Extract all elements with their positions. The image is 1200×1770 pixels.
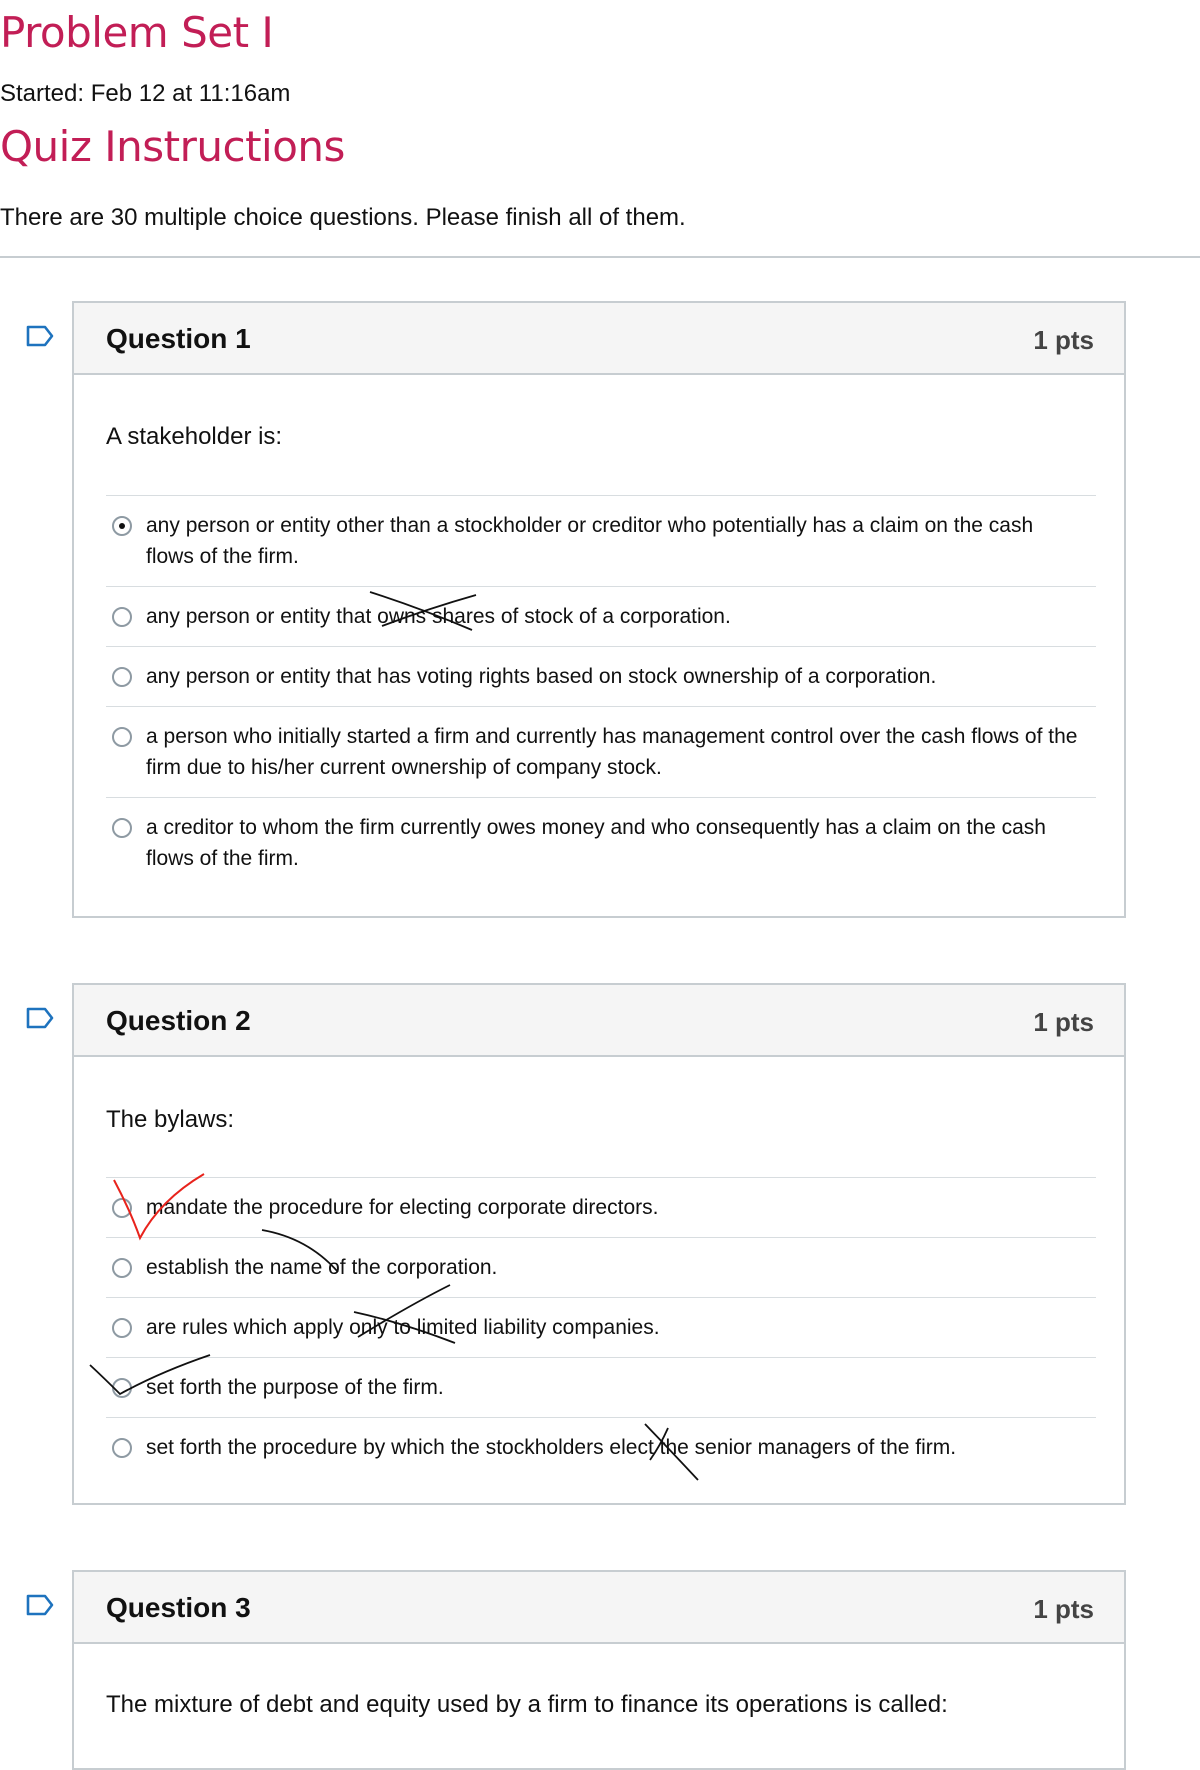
- question-title: Question 3: [106, 1592, 251, 1623]
- question-title: Question 1: [106, 323, 251, 354]
- answer-option[interactable]: [106, 586, 1096, 646]
- question-title: Question 2: [106, 1005, 251, 1036]
- answer-option[interactable]: [106, 1357, 1096, 1417]
- question-header: [74, 1572, 1124, 1644]
- question-points: 1 pts: [1033, 1007, 1094, 1037]
- flag-question-3-icon[interactable]: [26, 1594, 54, 1616]
- radio-button[interactable]: [112, 1438, 132, 1458]
- question-3: [72, 1570, 1126, 1770]
- divider: [0, 256, 1200, 258]
- radio-button[interactable]: [112, 516, 132, 536]
- radio-button[interactable]: [112, 1378, 132, 1398]
- answer-label: any person or entity other than a stockholder or creditor who potentially has a claim on the cash flows of the firm.: [146, 514, 1034, 568]
- question-text: The bylaws:: [106, 1106, 235, 1133]
- answer-option[interactable]: [106, 495, 1096, 586]
- answer-label: set forth the purpose of the firm.: [146, 1376, 444, 1399]
- page-title: Problem Set I: [0, 8, 274, 57]
- answer-option[interactable]: [106, 1177, 1096, 1237]
- quiz-instructions-heading: Quiz Instructions: [0, 122, 345, 171]
- answer-label: any person or entity that owns shares of stock of a corporation.: [146, 605, 731, 628]
- answer-label: a person who initially started a firm and currently has management control over the cash flows of the firm due to his/her current ownership of company stock.: [146, 725, 1078, 779]
- question-header: [74, 985, 1124, 1057]
- answer-option[interactable]: [106, 646, 1096, 706]
- radio-button[interactable]: [112, 818, 132, 838]
- answer-option[interactable]: [106, 1417, 1096, 1477]
- radio-button[interactable]: [112, 1258, 132, 1278]
- answer-label: set forth the procedure by which the stockholders elect the senior managers of the firm.: [146, 1436, 957, 1459]
- question-header: [74, 303, 1124, 375]
- answer-label: a creditor to whom the firm currently owes money and who consequently has a claim on the cash flows of the firm.: [146, 816, 1046, 870]
- answer-option[interactable]: [106, 1297, 1096, 1357]
- flag-question-1-icon[interactable]: [26, 325, 54, 347]
- answer-list: [106, 1177, 1096, 1477]
- answer-label: any person or entity that has voting rights based on stock ownership of a corporation.: [146, 665, 937, 688]
- radio-button[interactable]: [112, 1318, 132, 1338]
- radio-button[interactable]: [112, 667, 132, 687]
- question-text: The mixture of debt and equity used by a firm to finance its operations is called:: [106, 1691, 948, 1718]
- question-points: 1 pts: [1033, 325, 1094, 355]
- quiz-instructions-text: There are 30 multiple choice questions. Please finish all of them.: [0, 204, 686, 231]
- flag-question-2-icon[interactable]: [26, 1007, 54, 1029]
- answer-option[interactable]: [106, 797, 1096, 888]
- started-timestamp: Started: Feb 12 at 11:16am: [0, 80, 291, 107]
- question-1: [72, 301, 1126, 918]
- answer-option[interactable]: [106, 1237, 1096, 1297]
- answer-label: mandate the procedure for electing corporate directors.: [146, 1196, 659, 1219]
- radio-button[interactable]: [112, 727, 132, 747]
- answer-list: [106, 495, 1096, 888]
- answer-option[interactable]: [106, 706, 1096, 797]
- radio-button[interactable]: [112, 607, 132, 627]
- answer-label: are rules which apply only to limited liability companies.: [146, 1316, 660, 1339]
- question-points: 1 pts: [1033, 1594, 1094, 1624]
- question-text: A stakeholder is:: [106, 423, 283, 450]
- answer-label: establish the name of the corporation.: [146, 1256, 498, 1279]
- question-2: [72, 983, 1126, 1505]
- radio-button[interactable]: [112, 1198, 132, 1218]
